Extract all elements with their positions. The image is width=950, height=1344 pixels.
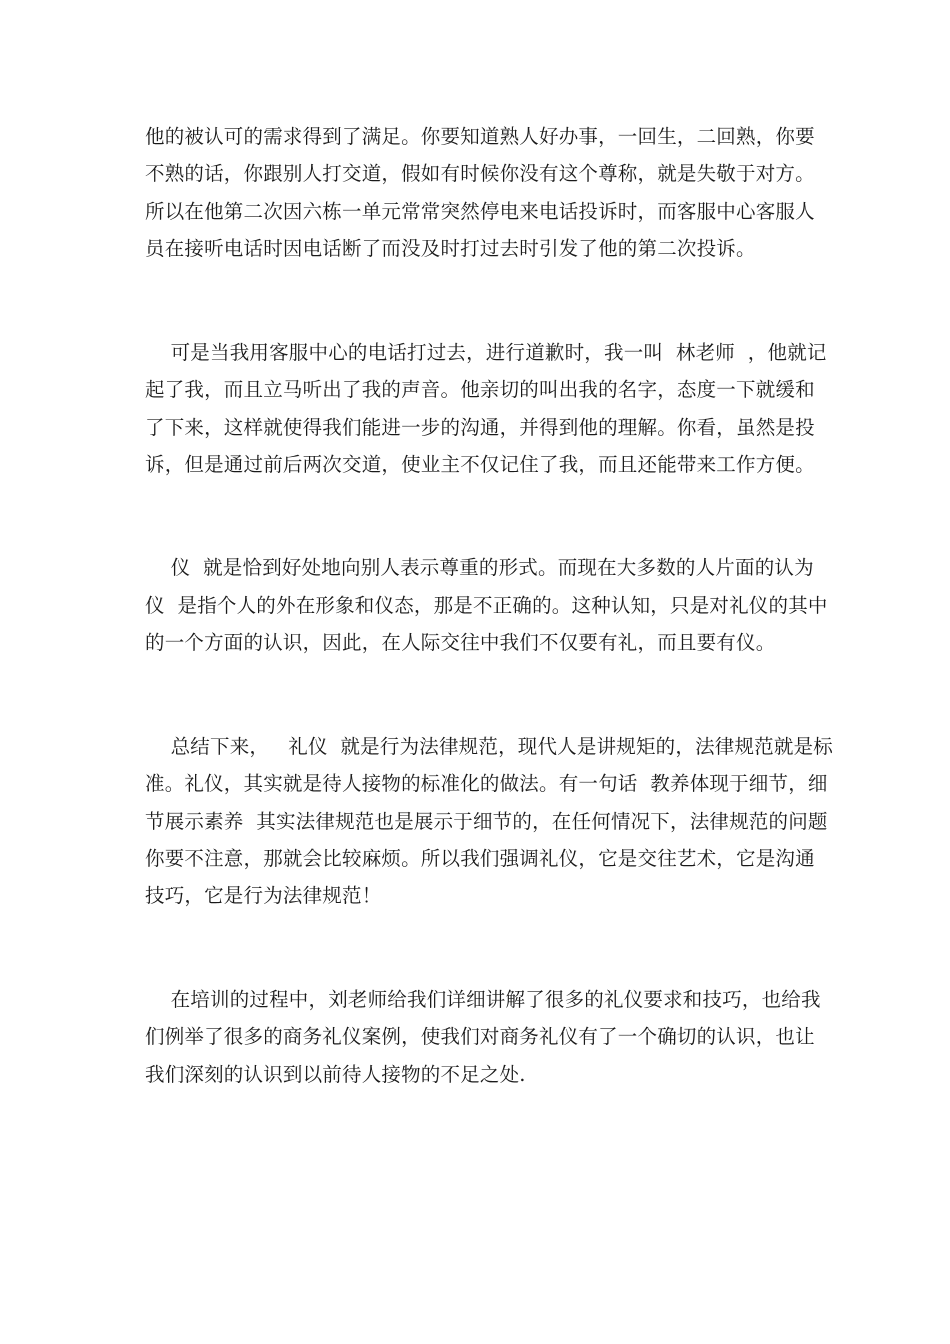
paragraph-5-line-1: 在培训的过程中，刘老师给我们详细讲解了很多的礼仪要求和技巧，也给我	[145, 988, 821, 1011]
paragraph-4-line-3: 节展示素养 其实法律规范也是展示于细节的，在任何情况下，法律规范的问题	[145, 810, 828, 833]
paragraph-4-line-5: 技巧，它是行为法律规范！	[145, 884, 382, 907]
paragraph-2-line-2: 起了我，而且立马听出了我的声音。他亲切的叫出我的名字，态度一下就缓和	[145, 378, 815, 401]
paragraph-3-line-1: 仪 就是恰到好处地向别人表示尊重的形式。而现在大多数的人片面的认为	[145, 556, 814, 579]
paragraph-1-line-1: 他的被认可的需求得到了满足。你要知道熟人好办事，一回生，二回熟，你要	[145, 125, 815, 148]
paragraph-3-line-2: 仪 是指个人的外在形象和仪态，那是不正确的。这种认知，只是对礼仪的其中	[145, 594, 828, 617]
paragraph-2-line-3: 了下来，这样就使得我们能进一步的沟通，并得到他的理解。你看，虽然是投	[145, 416, 815, 439]
paragraph-5-line-2: 们例举了很多的商务礼仪案例，使我们对商务礼仪有了一个确切的认识，也让	[145, 1025, 815, 1048]
paragraph-4-line-1: 总结下来， 礼仪 就是行为法律规范，现代人是讲规矩的，法律规范就是标	[145, 735, 833, 758]
paragraph-2-line-4: 诉，但是通过前后两次交道，使业主不仅记住了我，而且还能带来工作方便。	[145, 453, 815, 476]
paragraph-4-line-4: 你要不注意，那就会比较麻烦。所以我们强调礼仪，它是交往艺术，它是沟通	[145, 847, 815, 870]
paragraph-1-line-3: 所以在他第二次因六栋一单元常常突然停电来电话投诉时，而客服中心客服人	[145, 200, 815, 223]
paragraph-2-line-1: 可是当我用客服中心的电话打过去，进行道歉时，我一叫 林老师 ，他就记	[145, 341, 827, 364]
paragraph-1-line-2: 不熟的话，你跟别人打交道，假如有时候你没有这个尊称，就是失敬于对方。	[145, 162, 815, 185]
paragraph-5-line-3: 我们深刻的认识到以前待人接物的不足之处.	[145, 1063, 526, 1086]
paragraph-3-line-3: 的一个方面的认识，因此，在人际交往中我们不仅要有礼，而且要有仪。	[145, 631, 776, 654]
paragraph-4-line-2: 准。礼仪，其实就是待人接物的标准化的做法。有一句话 教养体现于细节，细	[145, 772, 828, 795]
paragraph-1-line-4: 员在接听电话时因电话断了而没及时打过去时引发了他的第二次投诉。	[145, 237, 756, 260]
